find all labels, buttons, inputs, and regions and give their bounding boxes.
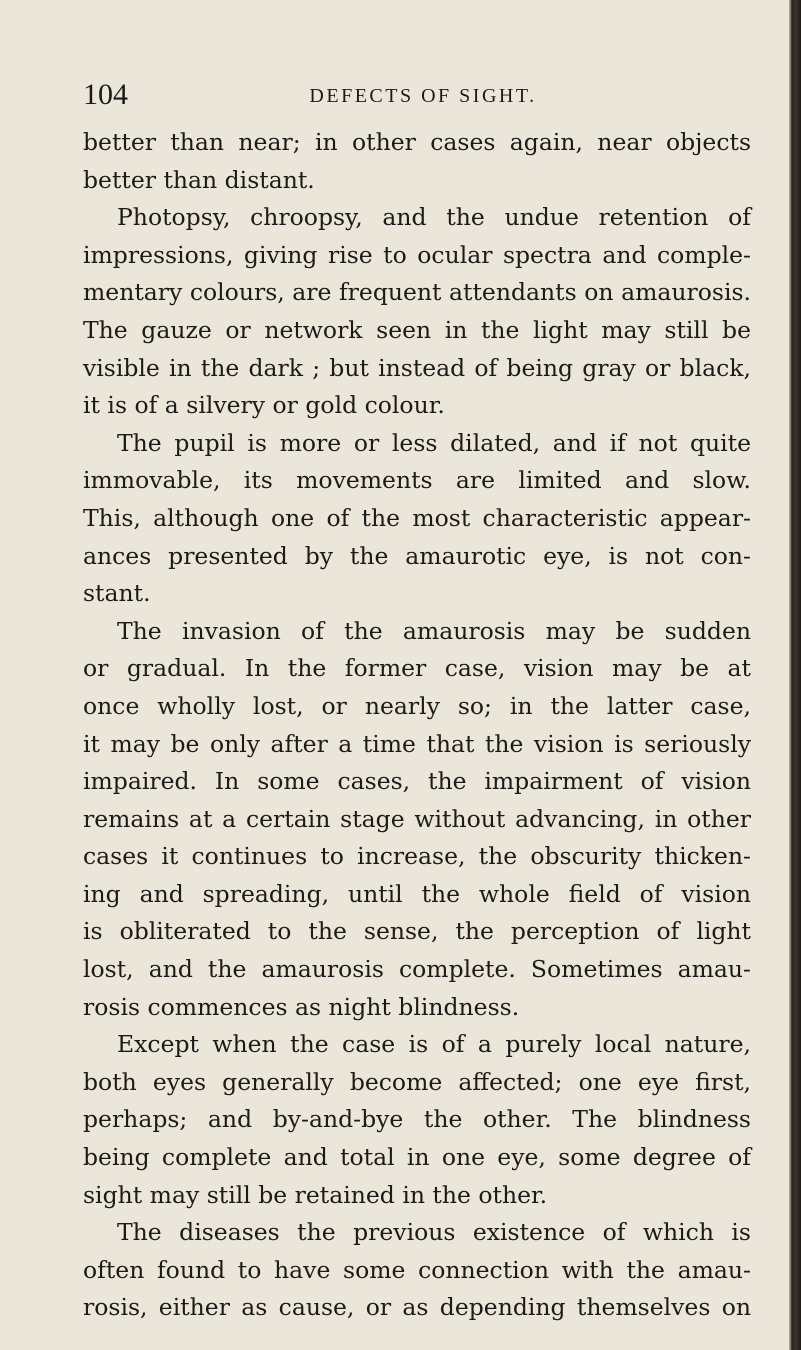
text-line: The invasion of the amaurosis may be sudden: [117, 616, 751, 645]
text-line: it is of a silvery or gold colour.: [83, 391, 445, 420]
text-line: Except when the case is of a purely local nature,: [117, 1030, 751, 1059]
page-header: [83, 78, 763, 112]
text-line: rosis commences as night blindness.: [83, 992, 520, 1021]
text-line: impressions, giving rise to ocular spectra and comple-: [83, 240, 751, 269]
text-line: remains at a certain stage without advancing, in other: [83, 804, 751, 833]
text-line: cases it continues to increase, the obscurity thicken-: [83, 842, 751, 871]
body-text: [83, 124, 751, 1327]
text-line: is obliterated to the sense, the perception of light: [83, 917, 751, 946]
running-head: DEFECTS OF SIGHT.: [309, 85, 537, 107]
text-line: mentary colours, are frequent attendants on amaurosis.: [83, 278, 751, 307]
text-line: impaired. In some cases, the impairment of vision: [83, 767, 751, 796]
text-line: often found to have some connection with the amau-: [83, 1255, 751, 1284]
text-line: ing and spreading, until the whole field of vision: [83, 879, 751, 908]
text-line: ances presented by the amaurotic eye, is not con-: [83, 541, 751, 570]
text-line: or gradual. In the former case, vision may be at: [83, 654, 751, 683]
text-line: it may be only after a time that the vision is seriously: [83, 729, 751, 758]
text-line: better than distant.: [83, 165, 315, 194]
text-line: both eyes generally become affected; one eye first,: [83, 1067, 751, 1096]
binding-edge: [789, 0, 801, 1350]
text-line: immovable, its movements are limited and slow.: [83, 466, 751, 495]
text-line: better than near; in other cases again, near objects: [83, 128, 751, 156]
text-line: Photopsy, chroopsy, and the undue retention of: [117, 203, 751, 232]
text-line: stant.: [83, 579, 151, 608]
text-line: visible in the dark ; but instead of being gray or black,: [83, 353, 751, 382]
text-line: once wholly lost, or nearly so; in the latter case,: [83, 691, 751, 720]
page-number: 104: [83, 78, 128, 111]
text-line: The diseases the previous existence of which is: [117, 1218, 751, 1247]
text-line: This, although one of the most characteristic appear-: [83, 503, 751, 532]
text-line: The gauze or network seen in the light may still be: [83, 315, 751, 344]
text-line: lost, and the amaurosis complete. Sometimes amau-: [83, 955, 751, 984]
text-line: perhaps; and by-and-bye the other. The blindness: [83, 1105, 751, 1134]
text-line: being complete and total in one eye, some degree of: [83, 1143, 751, 1172]
text-line: sight may still be retained in the other.: [83, 1180, 548, 1209]
text-line: The pupil is more or less dilated, and if not quite: [117, 428, 751, 457]
text-line: rosis, either as cause, or as depending themselves on: [83, 1293, 751, 1322]
